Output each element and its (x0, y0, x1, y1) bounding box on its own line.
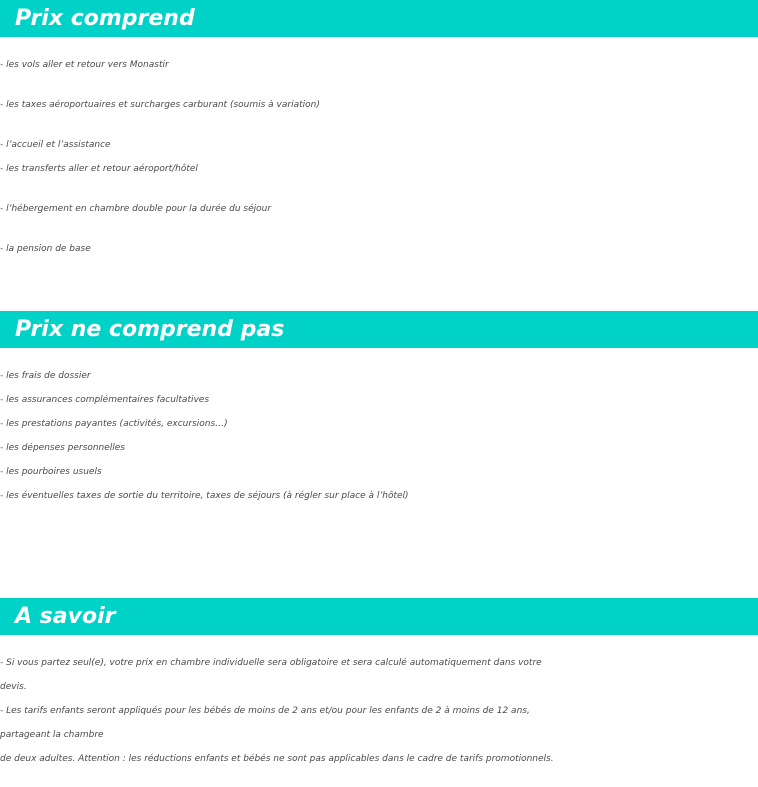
list-item: - les pourboires usuels (0, 467, 102, 477)
paragraph-line: devis. (0, 682, 27, 692)
list-item: - les transferts aller et retour aéroport/hôtel (0, 164, 198, 174)
list-item: - les éventuelles taxes de sortie du territoire, taxes de séjours (à régler sur place à l’hôtel) (0, 491, 409, 501)
paragraph-line: de deux adultes. Attention : les réductions enfants et bébés ne sont pas applicables dans le cadre de tarifs promotionnels. (0, 754, 554, 764)
section-header-prix-comprend (0, 0, 758, 37)
paragraph-line: - Si vous partez seul(e), votre prix en chambre individuelle sera obligatoire et sera calculé automatiquement dans votre (0, 658, 542, 668)
list-item: - les frais de dossier (0, 371, 91, 381)
list-item: - les dépenses personnelles (0, 443, 125, 453)
list-item: - l’accueil et l’assistance (0, 140, 111, 150)
list-item: - les vols aller et retour vers Monastir (0, 60, 169, 70)
paragraph-line: partageant la chambre (0, 730, 104, 740)
section-header-a-savoir (0, 598, 758, 635)
paragraph-line: - Les tarifs enfants seront appliqués pour les bébés de moins de 2 ans et/ou pour les enfants de 2 à moins de 12 ans, (0, 706, 530, 716)
list-item: - la pension de base (0, 244, 91, 254)
list-item: - les assurances complémentaires facultatives (0, 395, 210, 405)
section-title: A savoir (15, 604, 116, 629)
list-item: - les prestations payantes (activités, excursions…) (0, 419, 228, 429)
section-title: Prix ne comprend pas (15, 317, 285, 342)
section-title: Prix comprend (15, 6, 195, 31)
section-header-prix-ne-comprend-pas (0, 311, 758, 348)
list-item: - les taxes aéroportuaires et surcharges carburant (soumis à variation) (0, 100, 320, 110)
list-item: - l’hébergement en chambre double pour la durée du séjour (0, 204, 272, 214)
